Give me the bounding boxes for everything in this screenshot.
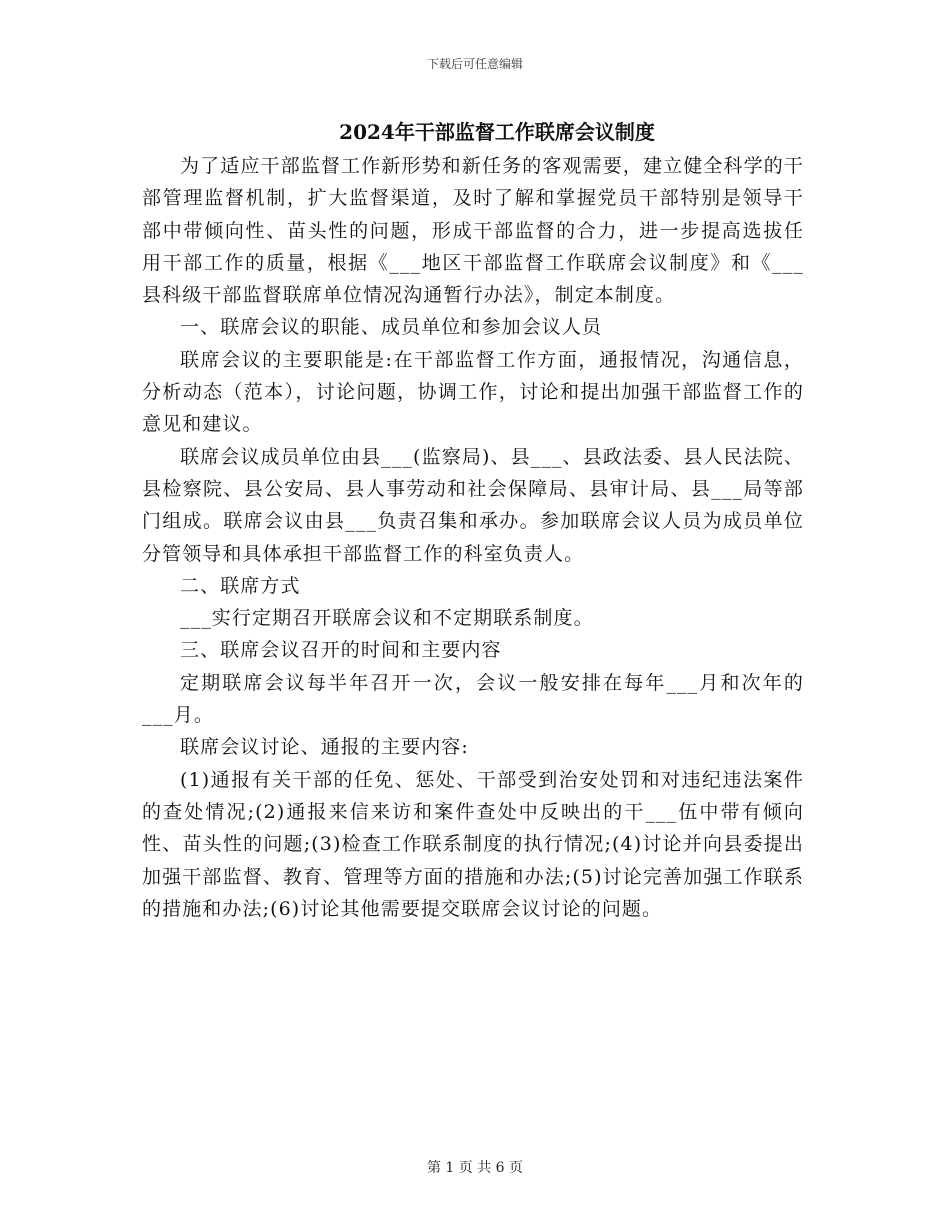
paragraph-intro: 为了适应干部监督工作新形势和新任务的客观需要，建立健全科学的干部管理监督机制，扩大监督渠道，及时了解和掌握党员干部特别是领导干部中带倾向性、苗头性的问题，形成干部监督的合力，进一步提高选拔任用干部工作的质量，根据《___地区干部监督工作联席会议制度》和《___县科级干部监督联席单位情况沟通暂行办法》，制定本制度。 bbox=[142, 155, 804, 307]
page-header: 下载后可任意编辑 bbox=[426, 57, 523, 71]
paragraph-members: 联席会议成员单位由县___(监察局)、县___、县政法委、县人民法院、县检察院、县公安局、县人事劳动和社会保障局、县审计局、县___局等部门组成。联席会议由县___负责召集和承办。参加联席会议人员为成员单位分管领导和具体承担干部监督工作的科室负责人。 bbox=[142, 445, 804, 565]
document-body bbox=[142, 150, 804, 925]
paragraph-content-list: (1)通报有关干部的任免、惩处、干部受到治安处罚和对违纪违法案件的查处情况;(2)通报来信来访和案件查处中反映出的干___伍中带有倾向性、苗头性的问题;(3)检查工作联系制度的执行情况;(4)讨论并向县委提出加强干部监督、教育、管理等方面的措施和办法;(5)讨论完善加强工作联系的措施和办法;(6)讨论其他需要提交联席会议讨论的问题。 bbox=[142, 768, 804, 920]
paragraph-method: ___实行定期召开联席会议和不定期联系制度。 bbox=[180, 607, 594, 630]
page-footer: 第 1 页 共 6 页 bbox=[426, 1160, 524, 1176]
paragraph-schedule: 定期联席会议每半年召开一次，会议一般安排在每年___月和次年的___月。 bbox=[142, 671, 804, 727]
section-heading-1: 一、联席会议的职能、成员单位和参加会议人员 bbox=[180, 316, 603, 339]
section-heading-2: 二、联席方式 bbox=[180, 574, 301, 597]
paragraph-functions: 联席会议的主要职能是:在干部监督工作方面，通报情况，沟通信息，分析动态（范本），讨论问题，协调工作，讨论和提出加强干部监督工作的意见和建议。 bbox=[142, 348, 804, 436]
section-heading-3: 三、联席会议召开的时间和主要内容 bbox=[180, 639, 502, 662]
paragraph-content-intro: 联席会议讨论、通报的主要内容: bbox=[180, 736, 469, 759]
document-title: 2024年干部监督工作联席会议制度 bbox=[339, 120, 655, 144]
